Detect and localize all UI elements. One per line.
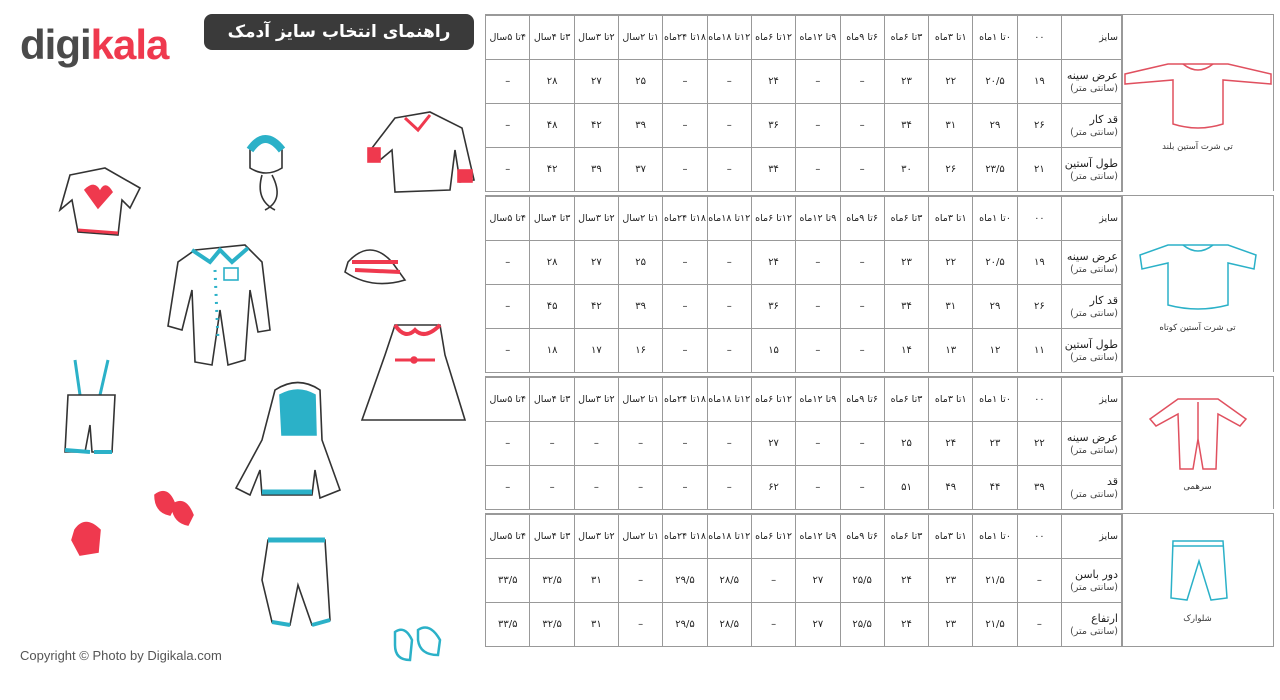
column-header: ۳تا ۴سال (530, 378, 574, 422)
column-header: ۹تا ۱۲ماه (796, 378, 840, 422)
size-table-section (485, 14, 1274, 191)
table-cell: ۴۲ (574, 104, 618, 148)
table-cell: ۳۷ (619, 148, 663, 192)
table-cell: – (486, 104, 530, 148)
table-cell: ۳۱ (574, 559, 618, 603)
table-cell: ۲۹ (973, 285, 1017, 329)
table-cell: ۲۷ (574, 241, 618, 285)
table-cell: ۲۱ (1017, 148, 1061, 192)
table-cell: ۴۲ (574, 285, 618, 329)
column-header: ۹تا ۱۲ماه (796, 16, 840, 60)
table-cell: ۳۴ (751, 148, 795, 192)
garment-caption: شلوارک (1183, 614, 1212, 624)
table-cell: – (707, 60, 751, 104)
table-cell: ۳۹ (619, 104, 663, 148)
column-header: ۴تا ۵سال (486, 197, 530, 241)
column-header: ۱تا ۳ماه (929, 378, 973, 422)
table-cell: – (796, 148, 840, 192)
table-cell: ۲۶ (1017, 104, 1061, 148)
table-header-row (486, 197, 1123, 241)
table-cell: ۳۱ (929, 285, 973, 329)
table-cell: ۱۹ (1017, 241, 1061, 285)
column-header: ۱تا ۳ماه (929, 16, 973, 60)
column-header: ۱تا ۲سال (619, 378, 663, 422)
table-cell: – (486, 285, 530, 329)
table-cell: ۲۹/۵ (663, 603, 707, 647)
garment-caption: تی شرت آستین بلند (1162, 142, 1233, 152)
table-cell: – (707, 285, 751, 329)
column-header: ۱۲تا ۱۸ماه (707, 197, 751, 241)
mitten-icon (72, 523, 100, 556)
table-cell: – (663, 329, 707, 373)
table-cell: ۱۵ (751, 329, 795, 373)
table-cell: – (840, 329, 884, 373)
column-header: ۱تا ۲سال (619, 16, 663, 60)
heart-sweater-icon (60, 168, 140, 235)
row-label: ارتفاع (سانتی متر) (1062, 603, 1123, 647)
column-header: ۶تا ۹ماه (840, 378, 884, 422)
table-cell: ۲۱/۵ (973, 559, 1017, 603)
table-row (486, 466, 1123, 510)
table-cell: ۱۴ (884, 329, 928, 373)
garment-illustration (1121, 514, 1274, 646)
table-cell: – (707, 466, 751, 510)
table-cell: ۱۸ (530, 329, 574, 373)
table-cell: ۱۷ (574, 329, 618, 373)
table-cell: – (840, 466, 884, 510)
table-cell: – (796, 241, 840, 285)
table-cell: ۳۱ (929, 104, 973, 148)
table-cell: – (486, 241, 530, 285)
size-table-section (485, 195, 1274, 372)
table-cell: ۶۲ (751, 466, 795, 510)
pants-illustration-icon (262, 540, 330, 625)
romper-icon (1148, 394, 1248, 478)
dress-icon (362, 325, 465, 420)
table-cell: – (1017, 603, 1061, 647)
table-cell: – (486, 422, 530, 466)
table-cell: – (663, 285, 707, 329)
table-cell: – (707, 329, 751, 373)
column-header: ۰۰ (1017, 378, 1061, 422)
table-cell: – (840, 285, 884, 329)
table-cell: ۲۳/۵ (973, 148, 1017, 192)
table-cell: – (663, 422, 707, 466)
digikala-logo: digikala (20, 21, 169, 68)
table-cell: ۲۷ (796, 559, 840, 603)
column-header: ۳تا ۴سال (530, 197, 574, 241)
table-cell: – (751, 603, 795, 647)
table-cell: ۳۴ (884, 285, 928, 329)
table-cell: – (840, 60, 884, 104)
table-cell: ۵۱ (884, 466, 928, 510)
table-cell: – (530, 466, 574, 510)
table-cell: – (663, 241, 707, 285)
column-header: ۰۰ (1017, 197, 1061, 241)
table-cell: ۲۵ (619, 241, 663, 285)
table-cell: ۲۸/۵ (707, 559, 751, 603)
column-header: ۳تا ۶ماه (884, 16, 928, 60)
table-cell: – (619, 559, 663, 603)
garment-illustration (1121, 15, 1274, 191)
column-header: ۹تا ۱۲ماه (796, 197, 840, 241)
column-header: ۶تا ۹ماه (840, 16, 884, 60)
garment-caption: سرهمی (1183, 482, 1212, 492)
table-cell: ۲۹ (973, 104, 1017, 148)
table-cell: – (486, 60, 530, 104)
column-header: ۴تا ۵سال (486, 16, 530, 60)
table-cell: – (486, 466, 530, 510)
column-header: ۹تا ۱۲ماه (796, 515, 840, 559)
table-cell: ۲۵ (884, 422, 928, 466)
column-header: ۰تا ۱ماه (973, 378, 1017, 422)
size-table (485, 377, 1123, 510)
column-header: ۳تا ۴سال (530, 16, 574, 60)
table-cell: – (707, 241, 751, 285)
column-header: سایز (1062, 378, 1123, 422)
column-header: سایز (1062, 16, 1123, 60)
row-label: دور باسن (سانتی متر) (1062, 559, 1123, 603)
table-cell: ۳۴ (884, 104, 928, 148)
table-cell: – (796, 466, 840, 510)
table-cell: – (663, 148, 707, 192)
table-cell: ۱۱ (1017, 329, 1061, 373)
column-header: ۰۰ (1017, 16, 1061, 60)
column-header: ۳تا ۶ماه (884, 197, 928, 241)
table-cell: ۲۵ (619, 60, 663, 104)
jacket-icon (368, 112, 474, 192)
table-cell: ۲۵/۵ (840, 603, 884, 647)
table-cell: ۲۲ (1017, 422, 1061, 466)
table-cell: – (574, 422, 618, 466)
table-cell: ۳۳/۵ (486, 603, 530, 647)
column-header: سایز (1062, 515, 1123, 559)
table-cell: ۱۳ (929, 329, 973, 373)
column-header: ۱تا ۳ماه (929, 515, 973, 559)
romper-illustration-icon (168, 245, 270, 365)
column-header: ۶تا ۹ماه (840, 197, 884, 241)
table-row (486, 603, 1123, 647)
table-cell: ۲۳ (884, 60, 928, 104)
short-sleeve-shirt-icon (1138, 235, 1258, 319)
size-table-section (485, 376, 1274, 509)
table-cell: – (840, 241, 884, 285)
garment-illustration (1121, 196, 1274, 372)
table-cell: ۲۳ (929, 559, 973, 603)
table-cell: ۲۷ (574, 60, 618, 104)
table-cell: – (530, 422, 574, 466)
table-cell: ۲۳ (973, 422, 1017, 466)
table-cell: ۳۰ (884, 148, 928, 192)
row-label: قد (سانتی متر) (1062, 466, 1123, 510)
table-cell: ۲۲ (929, 241, 973, 285)
table-cell: ۴۴ (973, 466, 1017, 510)
table-cell: ۲۰/۵ (973, 241, 1017, 285)
table-cell: ۳۹ (619, 285, 663, 329)
column-header: ۱۸تا ۲۴ماه (663, 197, 707, 241)
table-cell: – (1017, 559, 1061, 603)
table-cell: ۳۶ (751, 104, 795, 148)
table-cell: ۲۸/۵ (707, 603, 751, 647)
table-cell: ۲۴ (751, 60, 795, 104)
table-cell: ۳۱ (574, 603, 618, 647)
table-cell: – (574, 466, 618, 510)
table-cell: ۲۶ (929, 148, 973, 192)
table-cell: – (796, 104, 840, 148)
table-cell: – (796, 422, 840, 466)
table-cell: – (840, 104, 884, 148)
column-header: ۶تا ۹ماه (840, 515, 884, 559)
table-cell: ۲۹/۵ (663, 559, 707, 603)
table-row (486, 241, 1123, 285)
table-cell: ۳۹ (574, 148, 618, 192)
size-chart (485, 14, 1274, 647)
column-header: ۱۸تا ۲۴ماه (663, 378, 707, 422)
table-cell: ۴۵ (530, 285, 574, 329)
column-header: ۰تا ۱ماه (973, 197, 1017, 241)
table-cell: – (663, 466, 707, 510)
table-cell: – (796, 329, 840, 373)
table-cell: ۳۹ (1017, 466, 1061, 510)
table-cell: ۳۲/۵ (530, 603, 574, 647)
table-cell: ۳۲/۵ (530, 559, 574, 603)
column-header: ۱۲تا ۶ماه (751, 378, 795, 422)
column-header: ۱۲تا ۱۸ماه (707, 515, 751, 559)
table-cell: ۲۱/۵ (973, 603, 1017, 647)
table-cell: – (707, 148, 751, 192)
column-header: ۱۸تا ۲۴ماه (663, 515, 707, 559)
table-cell: – (751, 559, 795, 603)
table-cell: ۲۰/۵ (973, 60, 1017, 104)
booties-icon (395, 628, 440, 660)
column-header: ۱تا ۳ماه (929, 197, 973, 241)
table-cell: ۲۴ (884, 559, 928, 603)
table-cell: ۲۸ (530, 241, 574, 285)
baby-clothes-illustration (0, 0, 480, 700)
table-cell: – (619, 466, 663, 510)
table-cell: – (840, 422, 884, 466)
table-cell: – (707, 104, 751, 148)
table-cell: – (796, 60, 840, 104)
table-cell: ۲۷ (796, 603, 840, 647)
column-header: ۰تا ۱ماه (973, 16, 1017, 60)
column-header: سایز (1062, 197, 1123, 241)
suspender-shorts-icon (65, 360, 115, 452)
column-header: ۴تا ۵سال (486, 515, 530, 559)
table-cell: ۱۲ (973, 329, 1017, 373)
table-header-row (486, 515, 1123, 559)
table-cell: – (796, 285, 840, 329)
row-label: طول آستین (سانتی متر) (1062, 329, 1123, 373)
table-row (486, 422, 1123, 466)
table-cell: ۲۳ (929, 603, 973, 647)
column-header: ۰تا ۱ماه (973, 515, 1017, 559)
baby-hat-icon (250, 139, 282, 210)
size-table (485, 15, 1123, 192)
table-cell: ۴۲ (530, 148, 574, 192)
column-header: ۱۲تا ۱۸ماه (707, 16, 751, 60)
size-table (485, 514, 1123, 647)
table-cell: ۱۹ (1017, 60, 1061, 104)
column-header: ۲تا ۳سال (574, 378, 618, 422)
table-cell: ۲۴ (884, 603, 928, 647)
page-title: راهنمای انتخاب سایز آدمک (204, 14, 474, 50)
table-cell: ۴۹ (929, 466, 973, 510)
table-cell: ۳۳/۵ (486, 559, 530, 603)
table-row (486, 285, 1123, 329)
pants-icon (1163, 536, 1233, 610)
table-cell: ۲۲ (929, 60, 973, 104)
long-sleeve-shirt-icon (1123, 54, 1273, 138)
table-cell: ۲۴ (751, 241, 795, 285)
table-cell: – (663, 104, 707, 148)
row-label: قد کار (سانتی متر) (1062, 285, 1123, 329)
table-cell: – (840, 148, 884, 192)
column-header: ۱۸تا ۲۴ماه (663, 16, 707, 60)
table-cell: ۲۳ (884, 241, 928, 285)
column-header: ۱۲تا ۶ماه (751, 16, 795, 60)
table-cell: – (619, 603, 663, 647)
shoes-icon (155, 492, 193, 525)
column-header: ۳تا ۶ماه (884, 515, 928, 559)
row-label: قد کار (سانتی متر) (1062, 104, 1123, 148)
column-header: ۱۲تا ۶ماه (751, 197, 795, 241)
table-cell: ۲۶ (1017, 285, 1061, 329)
column-header: ۳تا ۴سال (530, 515, 574, 559)
column-header: ۱تا ۲سال (619, 515, 663, 559)
row-label: عرض سینه (سانتی متر) (1062, 241, 1123, 285)
garment-caption: تی شرت آستین کوتاه (1159, 323, 1236, 333)
table-cell: – (707, 422, 751, 466)
table-row (486, 104, 1123, 148)
column-header: ۱۲تا ۱۸ماه (707, 378, 751, 422)
table-cell: – (619, 422, 663, 466)
column-header: ۲تا ۳سال (574, 197, 618, 241)
table-cell: ۲۴ (929, 422, 973, 466)
hoodie-icon (236, 383, 340, 499)
garment-illustration (1121, 377, 1274, 509)
table-header-row (486, 378, 1123, 422)
table-row (486, 329, 1123, 373)
column-header: ۲تا ۳سال (574, 16, 618, 60)
table-cell: – (486, 148, 530, 192)
table-cell: ۲۸ (530, 60, 574, 104)
size-table-section (485, 513, 1274, 647)
column-header: ۱تا ۲سال (619, 197, 663, 241)
table-cell: ۱۶ (619, 329, 663, 373)
column-header: ۳تا ۶ماه (884, 378, 928, 422)
table-cell: ۴۸ (530, 104, 574, 148)
sun-hat-icon (345, 250, 405, 284)
table-cell: ۲۵/۵ (840, 559, 884, 603)
table-row (486, 60, 1123, 104)
table-header-row (486, 16, 1123, 60)
table-row (486, 148, 1123, 192)
column-header: ۰۰ (1017, 515, 1061, 559)
table-row (486, 559, 1123, 603)
table-cell: ۳۶ (751, 285, 795, 329)
column-header: ۴تا ۵سال (486, 378, 530, 422)
table-cell: – (486, 329, 530, 373)
row-label: عرض سینه (سانتی متر) (1062, 60, 1123, 104)
column-header: ۲تا ۳سال (574, 515, 618, 559)
copyright-text: Copyright © Photo by Digikala.com (20, 648, 222, 663)
column-header: ۱۲تا ۶ماه (751, 515, 795, 559)
row-label: طول آستین (سانتی متر) (1062, 148, 1123, 192)
size-table (485, 196, 1123, 373)
table-cell: ۲۷ (751, 422, 795, 466)
table-cell: – (663, 60, 707, 104)
row-label: عرض سینه (سانتی متر) (1062, 422, 1123, 466)
